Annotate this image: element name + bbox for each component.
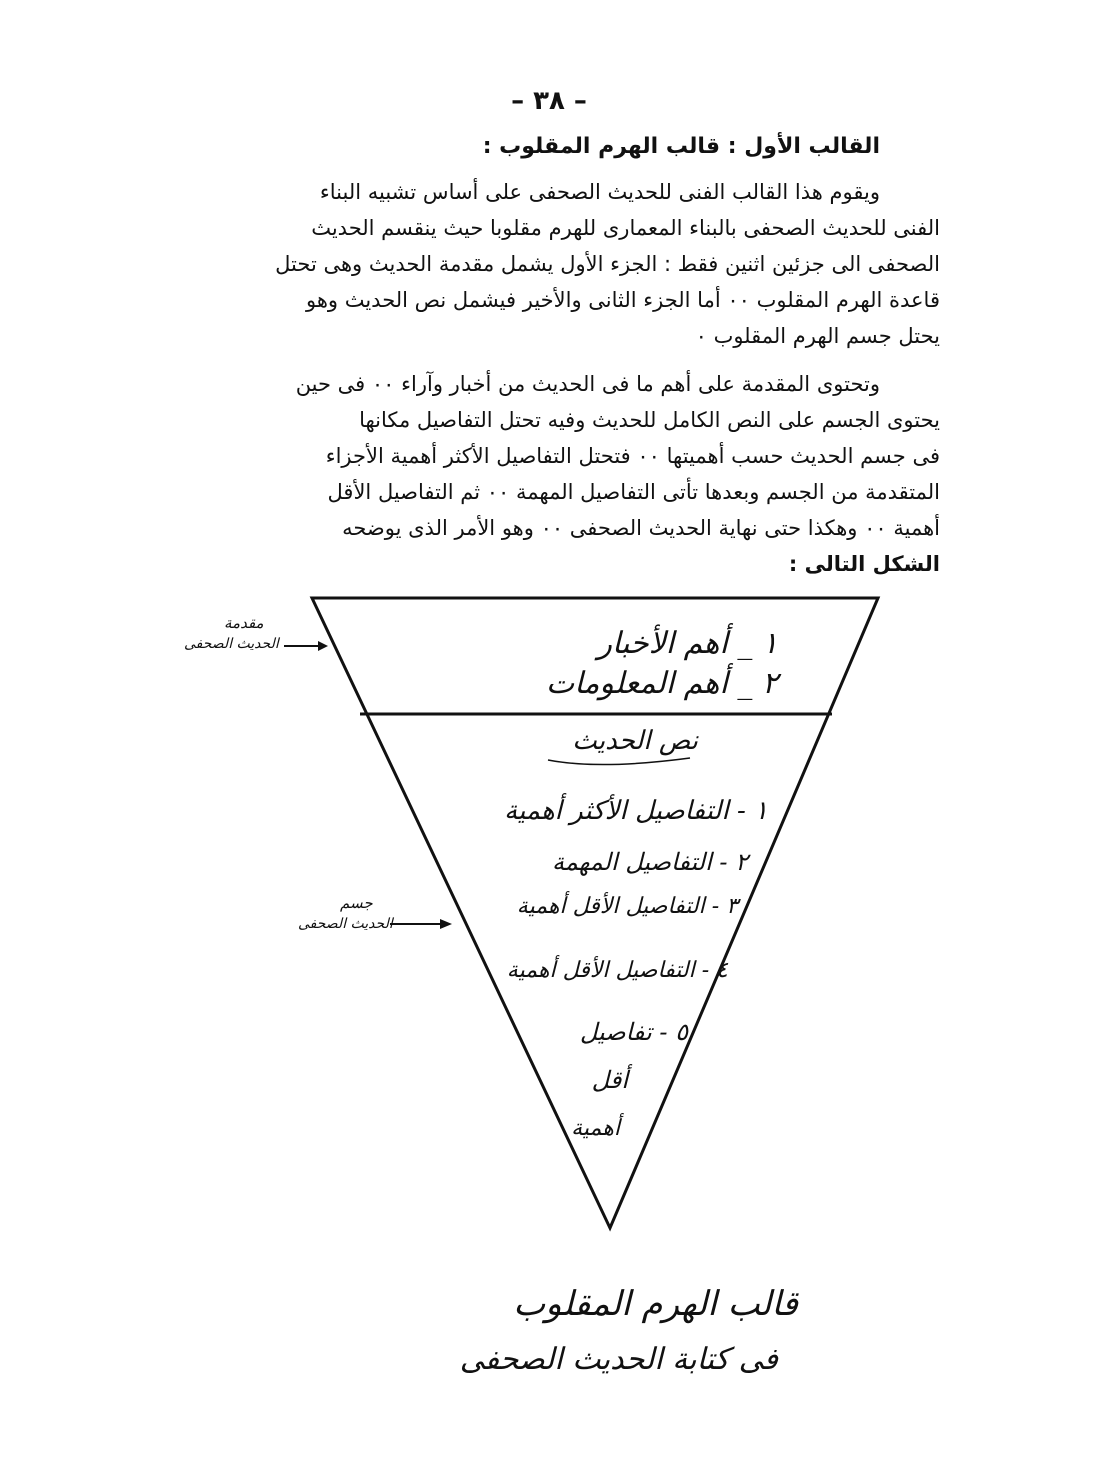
- intro-label-line1: مقدمة: [224, 614, 264, 632]
- body-item-3: ٣ - التفاصيل الأقل أهمية: [516, 894, 738, 919]
- paragraph-line: الفنى للحديث الصحفى بالبناء المعمارى للهرم مقلوبا حيث ينقسم الحديث: [311, 216, 940, 240]
- paragraph-line: يحتل جسم الهرم المقلوب ٠: [695, 324, 940, 348]
- paragraph-line: الشكل التالى :: [788, 552, 940, 576]
- body-label-line1: جسم: [340, 894, 373, 912]
- top-item-2: ٢ _ أهم المعلومات: [545, 666, 778, 701]
- body-item-1: ١ - التفاصيل الأكثر أهمية: [504, 796, 768, 826]
- paragraph-line: الصحفى الى جزئين اثنين فقط : الجزء الأول يشمل مقدمة الحديث وهى تحتل: [275, 252, 940, 276]
- paragraph-line: يحتوى الجسم على النص الكامل للحديث وفيه تحتل التفاصيل مكانها: [359, 408, 940, 432]
- page-number: – ٣٨ –: [511, 86, 587, 116]
- body-arrowhead: [440, 919, 452, 929]
- top-item-1: ١ _ أهم الأخبار: [597, 626, 778, 661]
- section-heading: القالب الأول : قالب الهرم المقلوب :: [482, 134, 880, 159]
- paragraph-line: قاعدة الهرم المقلوب ٠٠ أما الجزء الثانى والأخير فيشمل نص الحديث وهو: [305, 288, 940, 312]
- body-item-5-cont-1: أقل: [591, 1066, 628, 1094]
- body-item-2: ٢ - التفاصيل المهمة: [551, 848, 748, 876]
- body-item-5-cont-2: أهمية: [571, 1116, 620, 1141]
- diagram-caption-line2: فى كتابة الحديث الصحفى: [459, 1342, 778, 1377]
- diagram-caption-line1: قالب الهرم المقلوب: [513, 1284, 798, 1324]
- body-title: نص الحديث: [572, 726, 698, 756]
- paragraph-line: وتحتوى المقدمة على أهم ما فى الحديث من أخبار وآراء ٠٠ فى حين: [295, 372, 880, 396]
- paragraph-line: ويقوم هذا القالب الفنى للحديث الصحفى على أساس تشبيه البناء: [319, 180, 880, 204]
- intro-label-line2: الحديث الصحفى: [184, 636, 279, 652]
- paragraph-line: فى جسم الحديث حسب أهميتها ٠٠ فتحتل التفاصيل الأكثر أهمية الأجزاء: [325, 444, 940, 468]
- body-label-line2: الحديث الصحفى: [298, 916, 393, 932]
- body-item-5: ٥ - تفاصيل: [579, 1018, 688, 1046]
- body-title-underline: [548, 758, 690, 765]
- paragraph-line: المتقدمة من الجسم وبعدها تأتى التفاصيل المهمة ٠٠ ثم التفاصيل الأقل: [327, 480, 940, 504]
- paragraph-line: أهمية ٠٠ وهكذا حتى نهاية الحديث الصحفى ٠٠ وهو الأمر الذى يوضحه: [342, 516, 940, 540]
- body-item-4: ٤ - التفاصيل الأقل أهمية: [506, 958, 728, 983]
- intro-arrowhead: [318, 641, 328, 651]
